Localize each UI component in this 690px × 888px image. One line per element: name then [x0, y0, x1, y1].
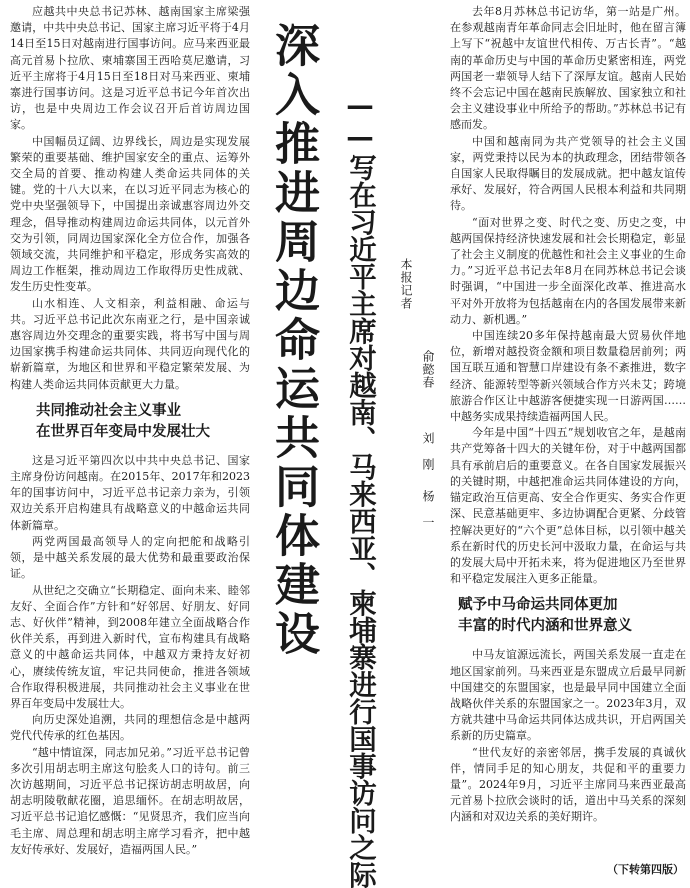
byline-name: 俞懿春 [421, 350, 435, 389]
subheading-line: 在世界百年变局中发展壮大 [36, 423, 210, 440]
article-paragraph: 去年8月苏林总书记访华，第一站是广州。在参观越南青年革命同志会旧址时，他在留言簿上写下“祝越中友谊世代相传、万古长青”。“越南的革命历史与中国的革命历史紧密相连，两党两国老一辈领导人结下了深厚友谊。越南人民始终不会忘记中国在越南民族解放、国家独立和社会主义建设事业中所给予的帮助。”苏林总书记有感而发。 [450, 5, 686, 132]
article-column-left [10, 4, 250, 858]
main-headline: 深入推进周边命运共同体建设 [267, 22, 320, 659]
section-subheading [450, 595, 686, 637]
article-paragraph: 从世纪之交确立“长期稳定、面向未来、睦邻友好、全面合作”方针和“好邻居、好朋友、好同志、好伙伴”精神，到2008年建立全面战略合作伙伴关系，再到进入新时代，宣布构建具有战略意义的中越命运共同体，中越双方秉持友好初心，赓续传统友谊，牢记共同使命，推进各领域合作取得积极进展，共同推动社会主义事业在世界百年变局中发展壮大。 [10, 583, 250, 710]
subheading-line: 共同推动社会主义事业 [36, 402, 181, 419]
article-paragraph: “面对世界之变、时代之变、历史之变，中越两国保持经济快速发展和社会长期稳定，彰显了社会主义制度的优越性和社会主义事业的生命力。”习近平总书记去年8月在同苏林总书记会谈时强调，“中国进一步全面深化改革、推进高水平对外开放将为包括越南在内的各国发展带来新动力、新机遇。” [450, 215, 686, 326]
article-paragraph: 今年是中国“十四五”规划收官之年，是越南共产党筹备十四大的关键年份，对于中越两国都具有承前启后的重要意义。在各自国家发展振兴的关键时期，中越把准命运共同体建设的方向，锚定政治互信更高、安全合作更实、务实合作更深、民意基础更牢、多边协调配合更紧、分歧管控解决更好的“六个更”总体目标，以引领中越关系在新时代的历史长河中汲取力量，在命运与共的发展大局中开拓未来，将为促进地区乃至世界和平稳定发展注入更多正能量。 [450, 426, 686, 586]
continue-note: （下转第四版） [607, 863, 684, 876]
article-paragraph: 两党两国最高领导人的定向把舵和战略引领，是中越关系发展的最大优势和最重要政治保证。 [10, 534, 250, 581]
sub-headline: ——写在习近平主席对越南、马来西亚、柬埔寨进行国事访问之际 [344, 90, 376, 888]
subheading-line: 丰富的时代内涵和世界意义 [458, 618, 632, 635]
article-paragraph: 山水相连、人文相亲，利益相融、命运与共。习近平总书记此次东南亚之行，是中国亲诚惠容周边外交理念的重要实践，将书写中国与周边国家携手构建命运共同体、共同迈向现代化的崭新篇章，为地区和世界和平稳定繁荣发展、为构建人类命运共同体贡献更大力量。 [10, 296, 250, 391]
section-subheading [10, 401, 250, 443]
article-paragraph: “越中情谊深，同志加兄弟。”习近平总书记曾多次引用胡志明主席这句脍炙人口的诗句。前三次访越期间，习近平总书记探访胡志明故居，向胡志明陵敬献花圈，追思缅怀。在胡志明故居，习近平总书记追忆感慨：“见贤思齐，我们应当向毛主席、周总理和胡志明主席学习看齐，把中越友好传承好、发展好，造福两国人民。” [10, 745, 250, 856]
byline-name: 杨 一 [421, 490, 435, 529]
article-paragraph: 中马友谊源远流长，两国关系发展一直走在地区国家前列。马来西亚是东盟成立后最早同新中国建交的东盟国家，也是最早同中国建立全面战略伙伴关系的东盟国家之一。2023年3月，双方就共建中马命运共同体达成共识，开启两国关系新的历史篇章。 [450, 648, 686, 743]
article-column-right [450, 4, 686, 826]
article-paragraph: “世代友好的亲密邻居，携手发展的真诚伙伴，情同手足的知心朋友，共促和平的重要力量”。2024年9月，习近平主席同马来西亚最高元首易卜拉欣会谈时的话，道出中马关系的深刻内涵和对双边关系的美好期许。 [450, 745, 686, 824]
article-paragraph: 应越共中央总书记苏林、越南国家主席梁强邀请，中共中央总书记、国家主席习近平将于4月14日至15日对越南进行国事访问。应马来西亚最高元首易卜拉欣、柬埔寨国王西哈莫尼邀请，习近平主席将于4月15日至18日对马来西亚、柬埔寨进行国事访问。这是习近平总书记今年首次出访，也是中央周边工作会议召开后首访周边国家。 [10, 5, 250, 132]
article-paragraph: 中国和越南同为共产党领导的社会主义国家，两党秉持以民为本的执政理念，团结带领各自国家人民取得瞩目的发展成就。把中越友谊传承好、发展好，符合两国人民根本利益和共同期待。 [450, 134, 686, 213]
byline-label: 本报记者 [399, 258, 413, 310]
byline-name: 刘 刚 [421, 432, 435, 471]
article-paragraph: 中国连续20多年保持越南最大贸易伙伴地位，新增对越投资金额和项目数量稳居前列；两国互联互通和智慧口岸建设有条不紊推进，数字经济、能源转型等新兴领域合作方兴未艾；跨境旅游合作区让中越游客便捷实现一日游两国……中越务实成果持续造福两国人民。 [450, 329, 686, 424]
article-paragraph: 这是习近平第四次以中共中央总书记、国家主席身份访问越南。在2015年、2017年和2023年的国事访问中，习近平总书记亲力亲为，引领双边关系开启构建具有战略意义的中越命运共同体新篇章。 [10, 453, 250, 532]
subheading-line: 赋予中马命运共同体更加 [458, 597, 618, 614]
article-paragraph: 向历史深处追溯，共同的理想信念是中越两党代代传承的红色基因。 [10, 713, 250, 743]
article-paragraph: 中国幅员辽阔、边界线长，周边是实现发展繁荣的重要基础、维护国家安全的重点、运筹外交全局的首要、推动构建人类命运共同体的关键。党的十八大以来，在以习近平同志为核心的党中央坚强领导下，中国提出亲诚惠容周边外交理念，倡导推动构建周边命运共同体，以元首外交为引领，同周边国家深化全方位合作，加强各领域交流，共同维护和平稳定，形成务实高效的周边工作框架，推动周边工作取得历史性成就、发生历史性变革。 [10, 134, 250, 294]
